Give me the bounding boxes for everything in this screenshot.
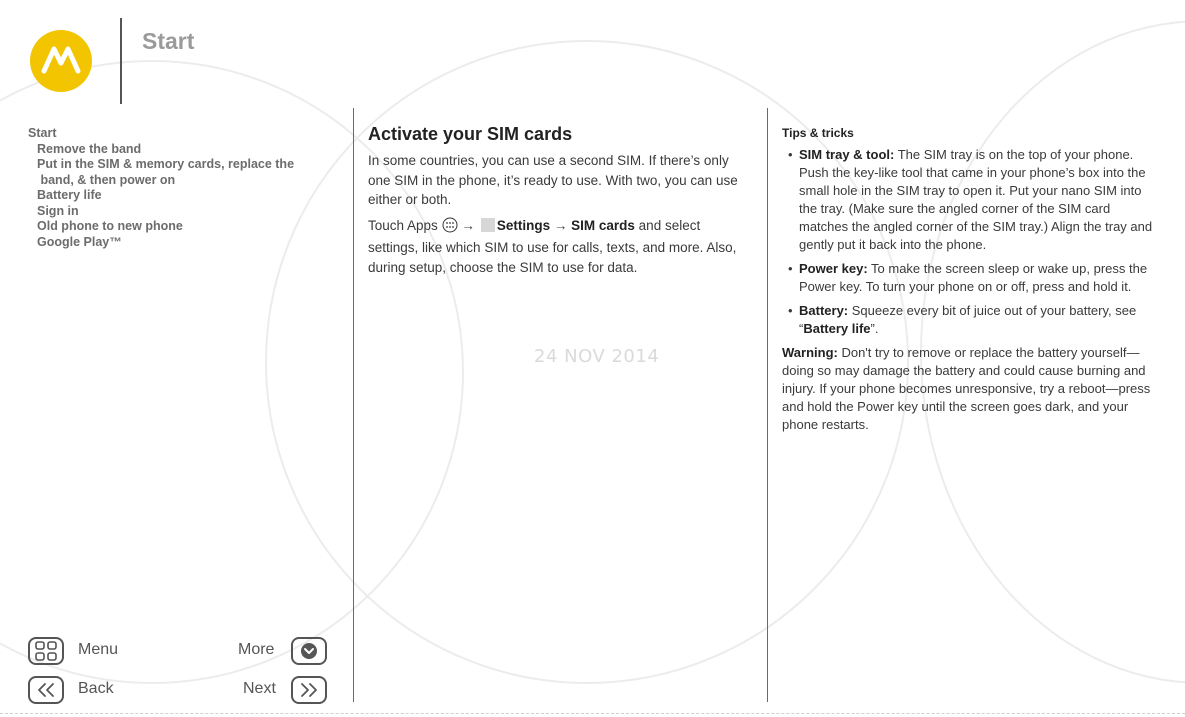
toc-item-remove-band[interactable]: Remove the band xyxy=(37,141,142,156)
tip-text: To make the screen sleep or wake up, press the Power key. To turn your phone on or off, press and hold it. xyxy=(799,261,1148,294)
column-divider-right xyxy=(767,108,768,702)
main-content xyxy=(368,124,748,283)
more-button[interactable] xyxy=(291,637,327,665)
back-label[interactable]: Back xyxy=(78,680,114,697)
page-bottom-rule xyxy=(0,713,1185,714)
instructions-rest-2: like which SIM to use for calls, texts, and more. Also, during setup, choose the SIM to use for data. xyxy=(368,240,737,275)
warning-paragraph xyxy=(782,344,1162,434)
header-divider xyxy=(120,18,122,104)
tip-term: SIM tray & tool: xyxy=(799,147,895,162)
settings-link: Settings xyxy=(496,217,551,233)
tips-panel xyxy=(782,126,1162,434)
next-label[interactable]: Next xyxy=(243,680,276,697)
tip-item-sim-tray xyxy=(782,146,1162,254)
toc-item-battery-life[interactable]: Battery life xyxy=(37,188,102,202)
double-chevron-left-icon xyxy=(30,678,62,702)
toc-item-sim-memory[interactable]: Put in the SIM & memory cards, replace the xyxy=(37,157,295,171)
warning-term: Warning: xyxy=(782,345,838,360)
arrow-1: → xyxy=(461,217,475,233)
section-heading: Activate your SIM cards xyxy=(368,124,573,144)
toc-item-old-phone[interactable]: Old phone to new phone xyxy=(37,219,183,233)
tip-text: Squeeze every bit of juice out of your battery, see “ xyxy=(799,303,1137,336)
double-chevron-right-icon xyxy=(293,678,325,702)
sim-cards-link: SIM cards xyxy=(571,217,635,233)
page-title: Start xyxy=(142,28,195,54)
more-label[interactable]: More xyxy=(238,641,275,658)
watermark-date: 24 NOV 2014 xyxy=(534,346,660,367)
tips-heading: Tips & tricks xyxy=(782,126,854,140)
tip-suffix: ”. xyxy=(870,321,879,336)
toc-item-sim-memory-cont[interactable]: band, & then power on xyxy=(37,172,176,187)
tip-text: The SIM tray is on the top of your phone. Push the key-like tool that came in your phone’s box into the small hole in the SIM tray to open it. Put your nano SIM into the tray. (Make sure the angled corner of the SIM card matches the angled corner of the SIM tray.) Align the tray and gently put it back into the phone. xyxy=(799,147,1153,252)
tip-term: Battery: xyxy=(799,303,849,318)
instructions-rest-1: and select settings, xyxy=(368,217,701,255)
bullet-dot: • xyxy=(788,303,793,318)
intro-paragraph: In some countries, you can use a second SIM. If there’s only one SIM in the phone, it’s ready to use. With two, you can use either or both. xyxy=(368,153,738,207)
bullet-dot: • xyxy=(788,147,793,162)
menu-label[interactable]: Menu xyxy=(78,641,119,658)
touch-apps-text: Touch Apps xyxy=(368,217,438,233)
warning-text: Don't try to remove or replace the battery yourself—doing so may damage the battery and could cause burning and injury. If your phone becomes unresponsive, try a reboot—press and hold the Power key until the screen goes dark, and your phone restarts. xyxy=(782,345,1151,432)
menu-button[interactable] xyxy=(28,637,64,665)
toc-item-sign-in[interactable]: Sign in xyxy=(37,203,79,218)
toc-item-google-play[interactable]: Google Play™ xyxy=(37,234,122,249)
bullet-dot: • xyxy=(788,261,793,276)
back-button[interactable] xyxy=(28,676,64,704)
settings-icon xyxy=(481,218,495,232)
motorola-m-icon xyxy=(30,30,92,92)
table-of-contents xyxy=(28,126,338,250)
arrow-2: → xyxy=(553,217,568,233)
column-divider-left xyxy=(353,108,354,702)
tip-item-power-key xyxy=(782,260,1162,296)
battery-life-link[interactable]: Battery life xyxy=(803,321,871,336)
chevron-down-icon xyxy=(293,639,325,663)
next-button[interactable] xyxy=(291,676,327,704)
menu-grid-icon xyxy=(30,639,62,663)
apps-icon xyxy=(442,217,458,239)
motorola-logo[interactable] xyxy=(30,30,92,92)
tip-item-battery xyxy=(782,302,1162,338)
toc-item-start[interactable]: Start xyxy=(28,126,57,140)
tip-term: Power key: xyxy=(799,261,868,276)
instructions-paragraph xyxy=(368,216,748,278)
